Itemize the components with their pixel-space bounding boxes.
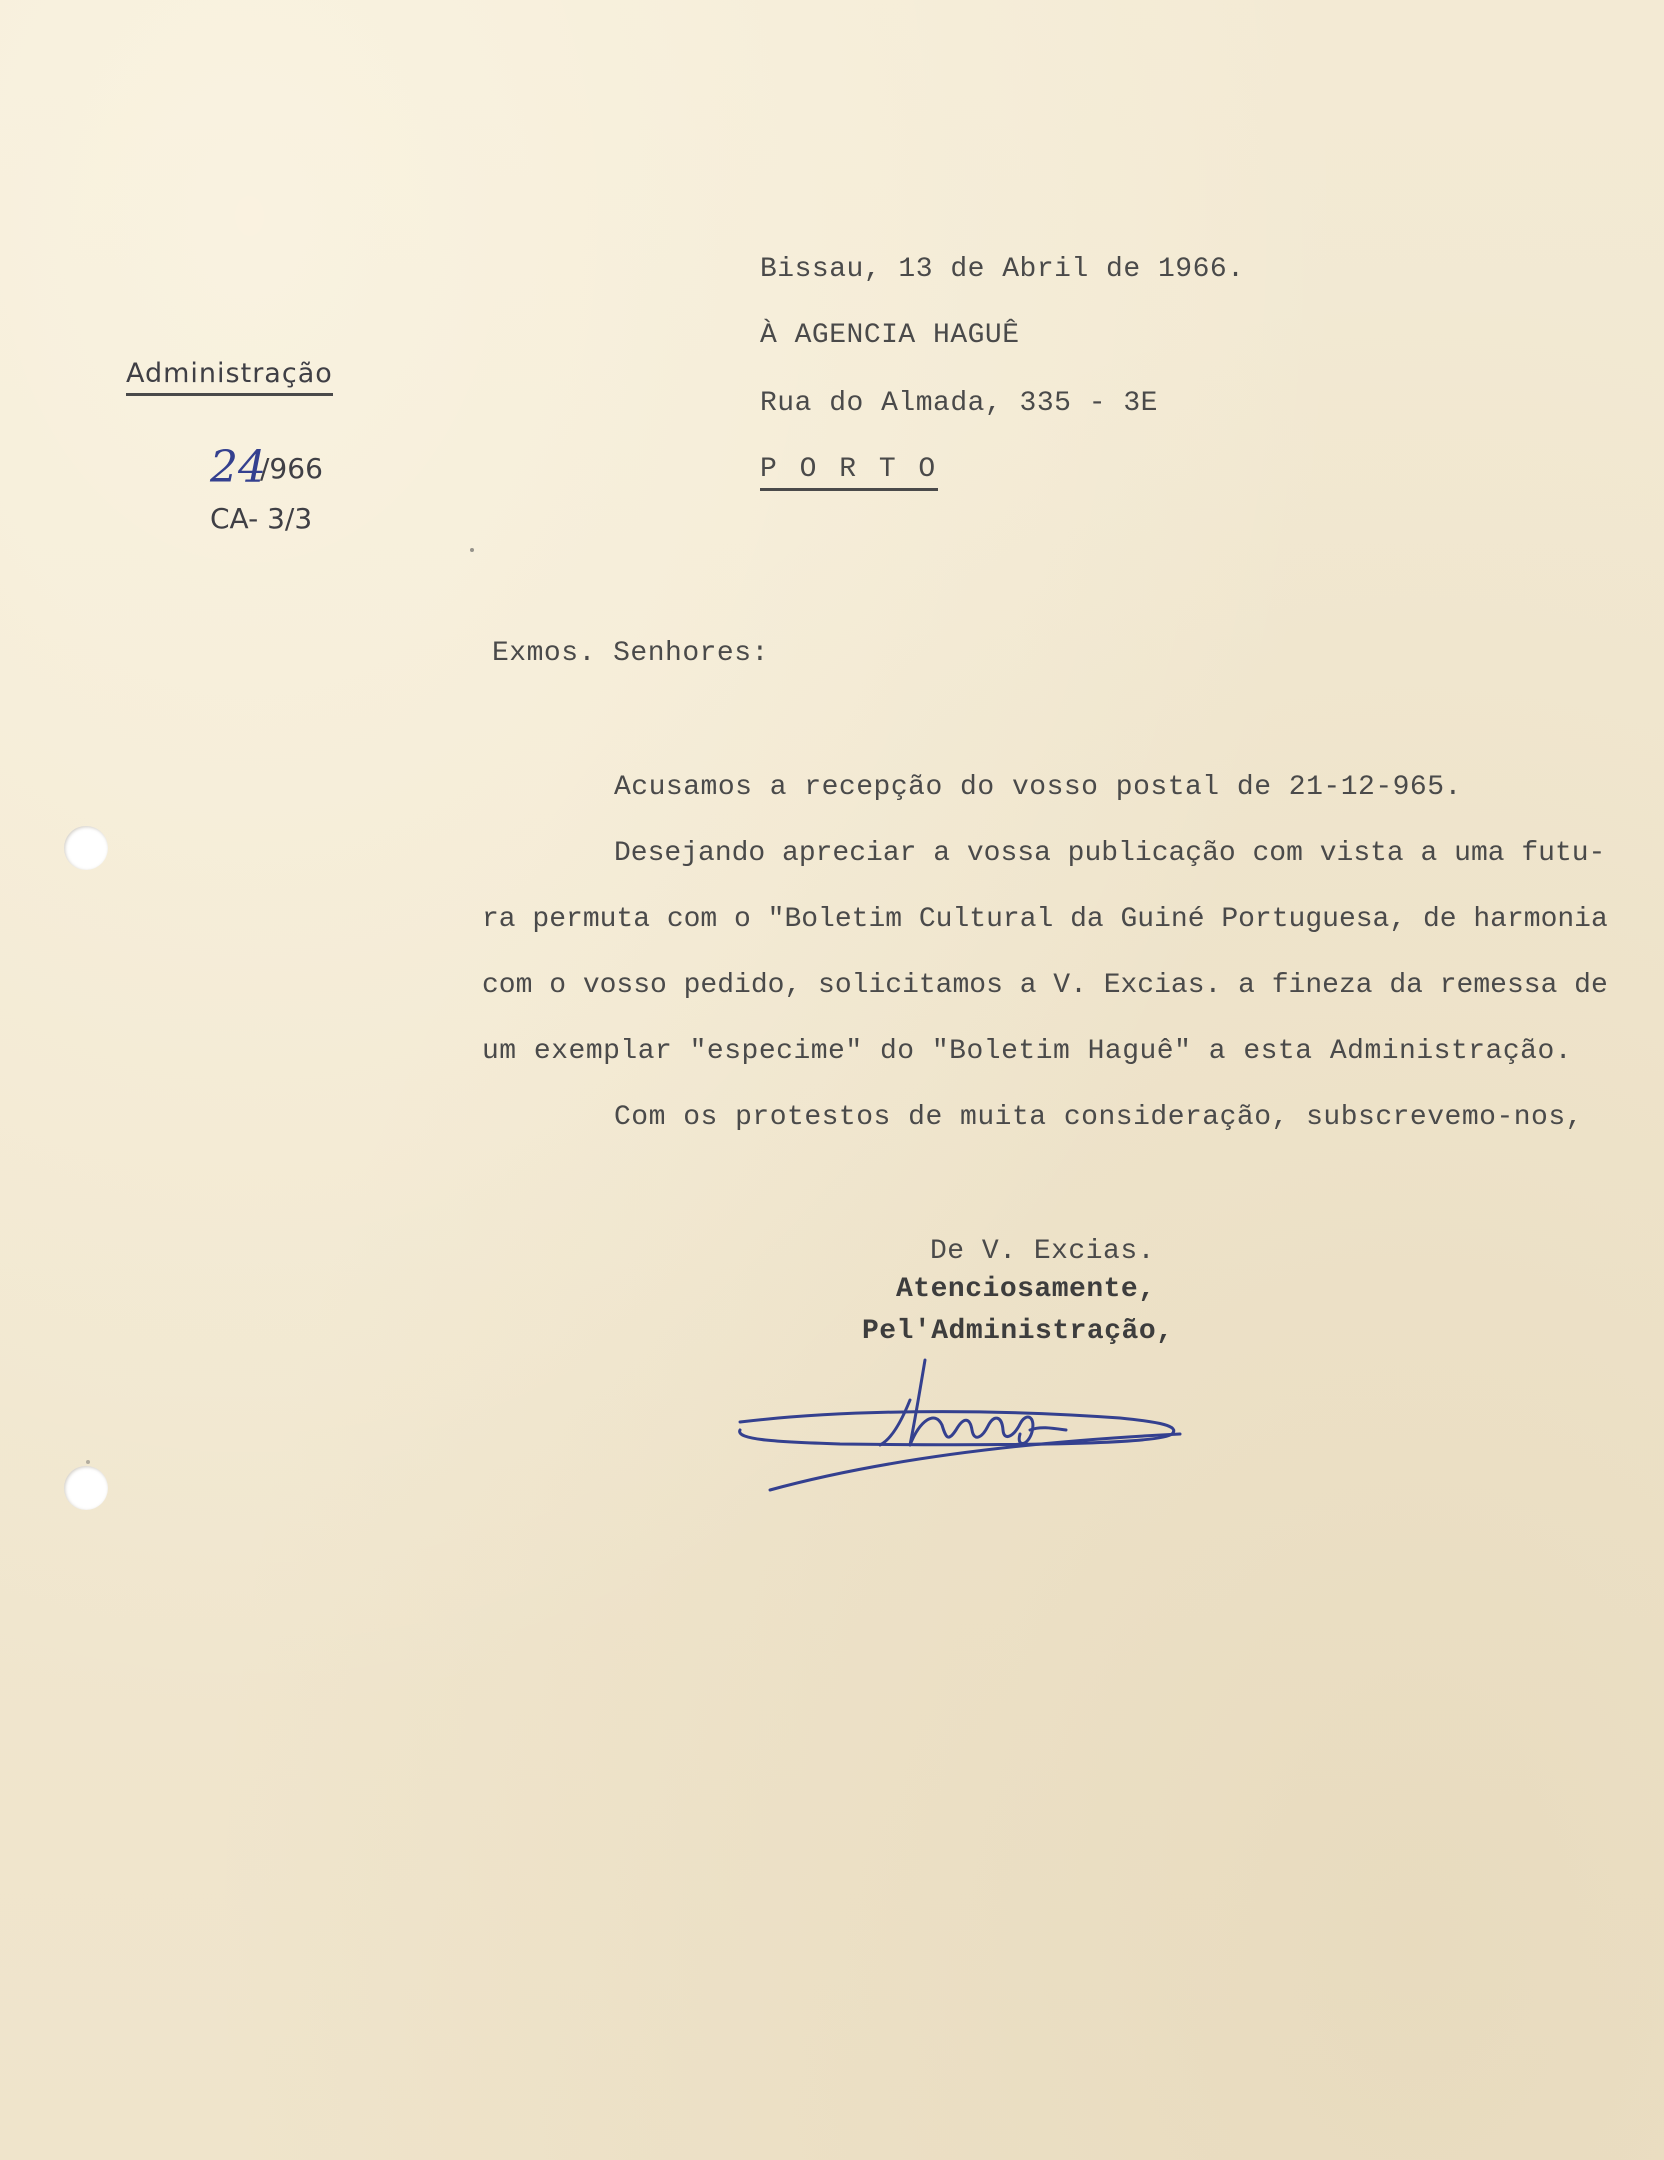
recipient-address: Rua do Almada, 335 - 3E bbox=[760, 388, 1158, 419]
ink-speck bbox=[470, 548, 474, 552]
body-paragraph-2-line-2: ra permuta com o "Boletim Cultural da Guiné Portuguesa, de harmonia bbox=[482, 904, 1608, 935]
reference-code: CA- 3/3 bbox=[210, 502, 313, 535]
ink-speck bbox=[86, 1460, 90, 1464]
reference-number-typed: /966 bbox=[260, 452, 323, 485]
body-paragraph-3: Com os protestos de muita consideração, subscrevemo-nos, bbox=[614, 1102, 1583, 1133]
punch-hole-top bbox=[64, 826, 108, 870]
date-line: Bissau, 13 de Abril de 1966. bbox=[760, 254, 1245, 285]
closing-line-3: Pel'Administração, bbox=[862, 1316, 1174, 1347]
recipient-city: P O R T O bbox=[760, 456, 938, 491]
department-label: Administração bbox=[126, 358, 333, 396]
recipient-name: À AGENCIA HAGUÊ bbox=[760, 320, 1020, 351]
body-paragraph-2-line-1: Desejando apreciar a vossa publicação com vista a uma futu- bbox=[614, 838, 1606, 869]
reference-number-handwritten: 24 bbox=[210, 442, 266, 493]
closing-line-1: De V. Excias. bbox=[930, 1236, 1155, 1267]
salutation: Exmos. Senhores: bbox=[492, 638, 769, 669]
punch-hole-bottom bbox=[64, 1466, 108, 1510]
handwritten-signature bbox=[720, 1330, 1200, 1500]
body-paragraph-2-line-3: com o vosso pedido, solicitamos a V. Excias. a fineza da remessa de bbox=[482, 970, 1608, 1001]
body-paragraph-1: Acusamos a recepção do vosso postal de 21-12-965. bbox=[614, 772, 1462, 803]
closing-line-2: Atenciosamente, bbox=[896, 1274, 1156, 1305]
body-paragraph-2-line-4: um exemplar "especime" do "Boletim Haguê" a esta Administração. bbox=[482, 1036, 1573, 1067]
